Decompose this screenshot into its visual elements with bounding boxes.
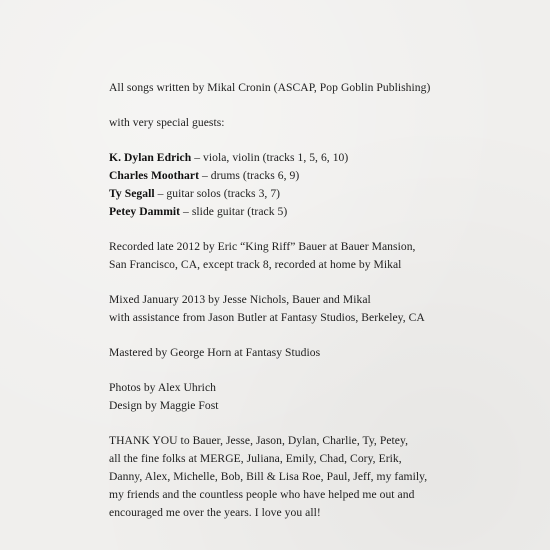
guest-name: Petey Dammit <box>109 205 181 218</box>
recording-line: San Francisco, CA, except track 8, recorded at home by Mikal <box>109 258 402 271</box>
guest-name: Ty Segall <box>109 187 155 200</box>
mastering-credit: Mastered by George Horn at Fantasy Studios <box>109 346 321 359</box>
design-credit: Design by Maggie Fost <box>109 399 219 412</box>
guest-line <box>109 203 529 221</box>
guest-role: – drums (tracks 6, 9) <box>199 169 300 182</box>
songwriting-credit: All songs written by Mikal Cronin (ASCAP, Pop Goblin Publishing) <box>109 81 431 94</box>
photos-credit: Photos by Alex Uhrich <box>109 381 217 394</box>
art-credits <box>109 379 529 415</box>
guest-line <box>109 149 529 167</box>
guest-role: – slide guitar (track 5) <box>180 205 288 218</box>
thanks-line: Danny, Alex, Michelle, Bob, Bill & Lisa Roe, Paul, Jeff, my family, <box>109 470 428 483</box>
thanks-line: THANK YOU to Bauer, Jesse, Jason, Dylan, Charlie, Ty, Petey, <box>109 434 409 447</box>
guest-name: Charles Moothart <box>109 169 199 182</box>
thank-you-note <box>109 432 529 522</box>
guest-line <box>109 167 529 185</box>
guest-line <box>109 185 529 203</box>
guest-list <box>109 149 529 221</box>
guests-intro: with very special guests: <box>109 116 225 129</box>
guest-role: – guitar solos (tracks 3, 7) <box>154 187 281 200</box>
mixing-line: Mixed January 2013 by Jesse Nichols, Bauer and Mikal <box>109 293 371 306</box>
guest-name: K. Dylan Edrich <box>109 151 192 164</box>
credits-text <box>109 79 529 539</box>
guest-role: – viola, violin (tracks 1, 5, 6, 10) <box>191 151 349 164</box>
recording-line: Recorded late 2012 by Eric “King Riff” Bauer at Bauer Mansion, <box>109 240 416 253</box>
thanks-line: my friends and the countless people who have helped me out and <box>109 488 415 501</box>
recording-credit <box>109 238 529 274</box>
thanks-line: all the fine folks at MERGE, Juliana, Emily, Chad, Cory, Erik, <box>109 452 402 465</box>
thanks-line: encouraged me over the years. I love you all! <box>109 506 321 519</box>
mixing-line: with assistance from Jason Butler at Fantasy Studios, Berkeley, CA <box>109 311 425 324</box>
mixing-credit <box>109 291 529 327</box>
